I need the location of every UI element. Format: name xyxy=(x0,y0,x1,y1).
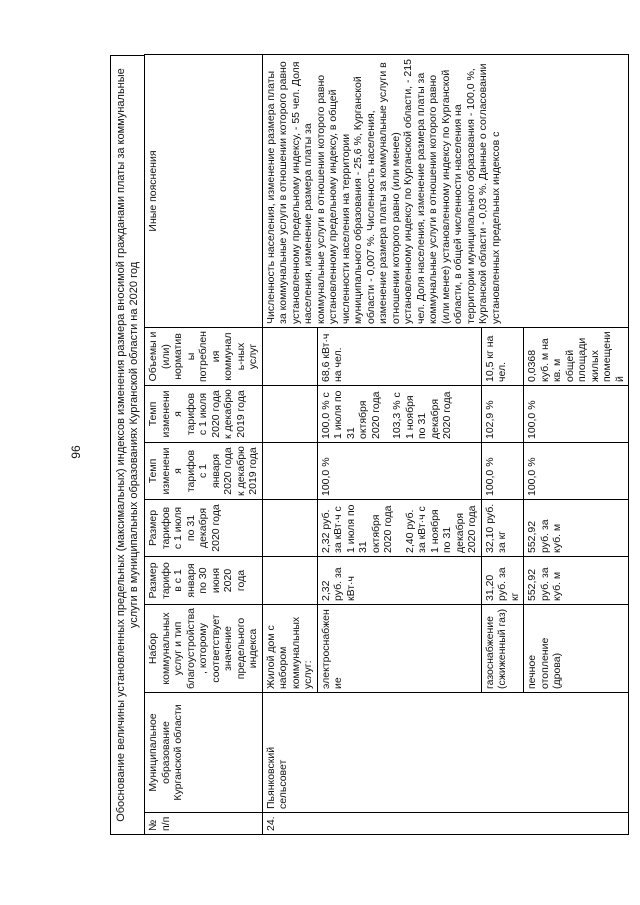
rate-jan: 100,0 % xyxy=(317,443,481,500)
header-municipality: Муниципальное образование Курганской области xyxy=(145,693,263,813)
rate-jul: 102,9 % xyxy=(481,386,524,443)
header-num: № п/п xyxy=(145,813,263,835)
volume-value: 68,6 кВт·ч на чел. xyxy=(317,328,481,386)
tariff-jul-dec: 32,10 руб. за кг xyxy=(481,500,524,557)
header-rate-jul: Темп изменения тарифов с 1 июля 2020 года к декабрю 2019 года xyxy=(145,386,263,443)
page-number: 96 xyxy=(69,445,83,459)
volume-value: 10,5 кг на чел. xyxy=(481,328,524,386)
service-name: печное отопление (дрова) xyxy=(524,605,629,693)
tariff-jan-jun: 552,92 руб. за куб. м xyxy=(524,557,629,605)
rate-jul: 100,0 % xyxy=(524,386,629,443)
rate-nov-dec: 103,3 % с 1 ноября по 31 декабря 2020 года xyxy=(391,391,453,439)
municipality-name: Пьянковский сельсовет xyxy=(262,693,629,813)
table-row xyxy=(262,55,317,835)
notes-text: Численность населения, изменение размера платы за коммунальные услуги в отношении которого равно установленному предельному индексу, - 55 чел. Доля населения, изменение размера платы за коммунальные услуги в отношении которого равно установленному предельному индексу, в общей численности населения на территории муниципального образования - 25,6 %, Курганской области - 0,007 %. Численность населения, изменение размера платы за коммунальные услуги в отношении которого равно (или менее) установленному индексу по Курганской области, - 215 чел. Доля населения, изменение размера платы за коммунальные услуги в отношении которого равно (или менее) установленному индексу по Курганской области, в общей численности населения на территории муниципального образования - 100,0 %, Курганской области - 0,03 %. Данные о согласовании установленных предельных индексов с xyxy=(262,55,629,328)
header-notes: Иные пояснения xyxy=(145,55,263,328)
tariff-jul-oct: 2,32 руб. за кВт·ч с 1 июля по 31 октября 2020 года xyxy=(319,504,394,553)
header-volumes: Объемы и (или) нормативы потребления коммуналь-ных услуг xyxy=(145,328,263,386)
header-service-set: Набор коммунальных услуг и тип благоустройства, которому соответствует значение предельного индекса xyxy=(145,605,263,693)
tariff-nov-dec: 2,40 руб. за кВт·ч с 1 ноября по 31 декабря 2020 года xyxy=(403,505,478,553)
service-name: газоснабжение (сжиженный газ) xyxy=(481,605,524,693)
index-table xyxy=(144,54,629,835)
header-rate-jan: Темп изменения тарифов с 1 января 2020 года к декабрю 2019 года xyxy=(145,443,263,500)
rotated-document xyxy=(110,55,626,835)
header-tariff-jul-dec: Размер тарифов с 1 июля по 31 декабря 2020 года xyxy=(145,500,263,557)
tariff-jan-jun: 2,32 руб. за кВт·ч xyxy=(317,557,481,605)
rate-jul-oct: 100,0 % с 1 июля по 31 октября 2020 года xyxy=(319,390,382,439)
tariff-jan-jun: 31,20 руб. за кг xyxy=(481,557,524,605)
row-number: 24. xyxy=(262,813,629,835)
header-tariff-jan-jun: Размер тарифов с 1 января по 30 июня 2020 года xyxy=(145,557,263,605)
rate-jan: 100,0 % xyxy=(524,443,629,500)
housing-type: Жилой дом с набором коммунальных услуг: xyxy=(262,605,317,693)
volume-value: 0,0368 куб. м на кв. м общей площади жилых помещений xyxy=(524,328,629,386)
rate-jan: 100,0 % xyxy=(481,443,524,500)
service-name: электроснабжение xyxy=(317,605,481,693)
tariff-jul-dec: 552,92 руб. за куб. м xyxy=(524,500,629,557)
header-row xyxy=(145,55,263,835)
document-title: Обоснование величины установленных предельных (максимальных) индексов изменения размера вносимой гражданами платы за коммунальные услуги в муниципальных образованиях Курганской области на 2020 год xyxy=(110,55,144,835)
